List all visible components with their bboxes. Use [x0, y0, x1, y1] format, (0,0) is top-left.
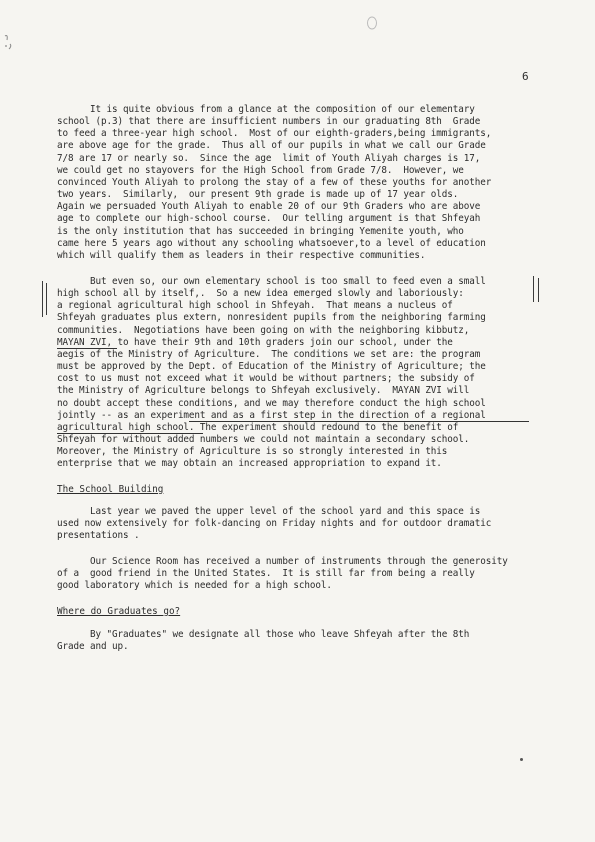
text-line: of a good friend in the United States. It is still far from being a really — [57, 568, 475, 580]
text-line: By "Graduates" we designate all those who leave Shfeyah after the 8th — [57, 629, 470, 640]
text-line: Moreover, the Ministry of Agriculture is so strongly interested in this — [57, 446, 448, 458]
text-line: Grade and up. — [57, 641, 129, 653]
margin-bracket-left — [42, 281, 43, 317]
text-line: to feed a three-year high school. Most of our eighth-graders,being immigrants, — [57, 128, 492, 140]
page-number: 6 — [522, 70, 529, 83]
text-line: agricultural high school. The experiment should redound to the benefit of — [57, 421, 459, 433]
text-line: a regional agricultural high school in Shfeyah. That means a nucleus of — [57, 300, 453, 312]
text-line: Shfeyah for without added numbers we could not maintain a secondary school. — [57, 434, 470, 446]
text-line: enterprise that we may obtain an increased appropriation to expand it. — [57, 458, 442, 470]
margin-bracket-left-2 — [46, 283, 47, 315]
paragraph-science-room — [57, 556, 537, 592]
text-line: cost to us must not exceed what it would be without partners; the subsidy of — [57, 373, 475, 385]
underline-experiment — [189, 421, 529, 422]
text-line: aegis of the Ministry of Agriculture. The conditions we set are: the program — [57, 348, 481, 360]
paragraph-graduates-definition — [57, 629, 537, 653]
text-line: Again we persuaded Youth Aliyah to enable 20 of our 9th Graders who are above — [57, 201, 481, 213]
paragraph-school-yard — [57, 506, 537, 542]
paragraph-regional-school — [57, 276, 537, 471]
text-line: school (p.3) that there are insufficient numbers in our graduating 8th Grade — [57, 116, 481, 128]
text-line: convinced Youth Aliyah to prolong the stay of a few of these youths for another — [57, 176, 492, 188]
faint-stamp-mark — [366, 16, 378, 30]
underline-agricultural-school — [57, 433, 203, 434]
text-line: age to complete our high-school course. Our telling argument is that Shfeyah — [57, 213, 481, 225]
text-line: Last year we paved the upper level of the school yard and this space is — [57, 506, 481, 517]
text-line: But even so, our own elementary school is too small to feed even a small — [57, 276, 486, 287]
text-line: jointly -- as an experiment and as a first step in the direction of a regional — [57, 409, 486, 421]
text-line: must be approved by the Dept. of Education of the Ministry of Agriculture; the — [57, 361, 486, 373]
text-line: is the only institution that has succeeded in bringing Yemenite youth, who — [57, 225, 464, 237]
underline-mayan-zvi — [57, 348, 117, 349]
text-line: used now extensively for folk-dancing on Friday nights and for outdoor dramatic — [57, 518, 492, 530]
text-line: communities. Negotiations have been going on with the neighboring kibbutz, — [57, 324, 470, 336]
text-line: are above age for the grade. Thus all of our pupils in what we call our Grade — [57, 140, 486, 152]
text-line: came here 5 years ago without any schooling whatsoever,to a level of education — [57, 237, 486, 249]
text-line: which will qualify them as leaders in their respective communities. — [57, 249, 426, 261]
text-line: Shfeyah graduates plus extern, nonresident pupils from the neighboring farming — [57, 312, 486, 324]
text-line: Our Science Room has received a number of instruments through the generosity — [57, 556, 508, 567]
margin-bracket-right-2 — [538, 278, 539, 302]
text-line: presentations . — [57, 530, 140, 542]
corner-pencil-mark — [2, 32, 16, 52]
text-line: we could get no stayovers for the High School from Grade 7/8. However, we — [57, 164, 464, 176]
text-line: high school all by itself,. So a new idea emerged slowly and laboriously: — [57, 288, 464, 300]
paragraph-composition — [57, 104, 537, 262]
text-line: two years. Similarly, our present 9th grade is made up of 17 year olds. — [57, 189, 459, 201]
text-line: It is quite obvious from a glance at the composition of our elementary — [57, 104, 475, 115]
text-line: 7/8 are 17 or nearly so. Since the age limit of Youth Aliyah charges is 17, — [57, 152, 481, 164]
heading-graduates: Where do Graduates go? — [57, 606, 181, 617]
text-line: no doubt accept these conditions, and we may therefore conduct the high school — [57, 397, 486, 409]
text-line: good laboratory which is needed for a high school. — [57, 580, 332, 592]
text-line: MAYAN ZVI, to have their 9th and 10th graders join our school, under the — [57, 336, 453, 348]
heading-school-building: The School Building — [57, 484, 164, 495]
page-speck — [520, 758, 523, 761]
text-line: the Ministry of Agriculture belongs to Shfeyah exclusively. MAYAN ZVI will — [57, 385, 470, 397]
